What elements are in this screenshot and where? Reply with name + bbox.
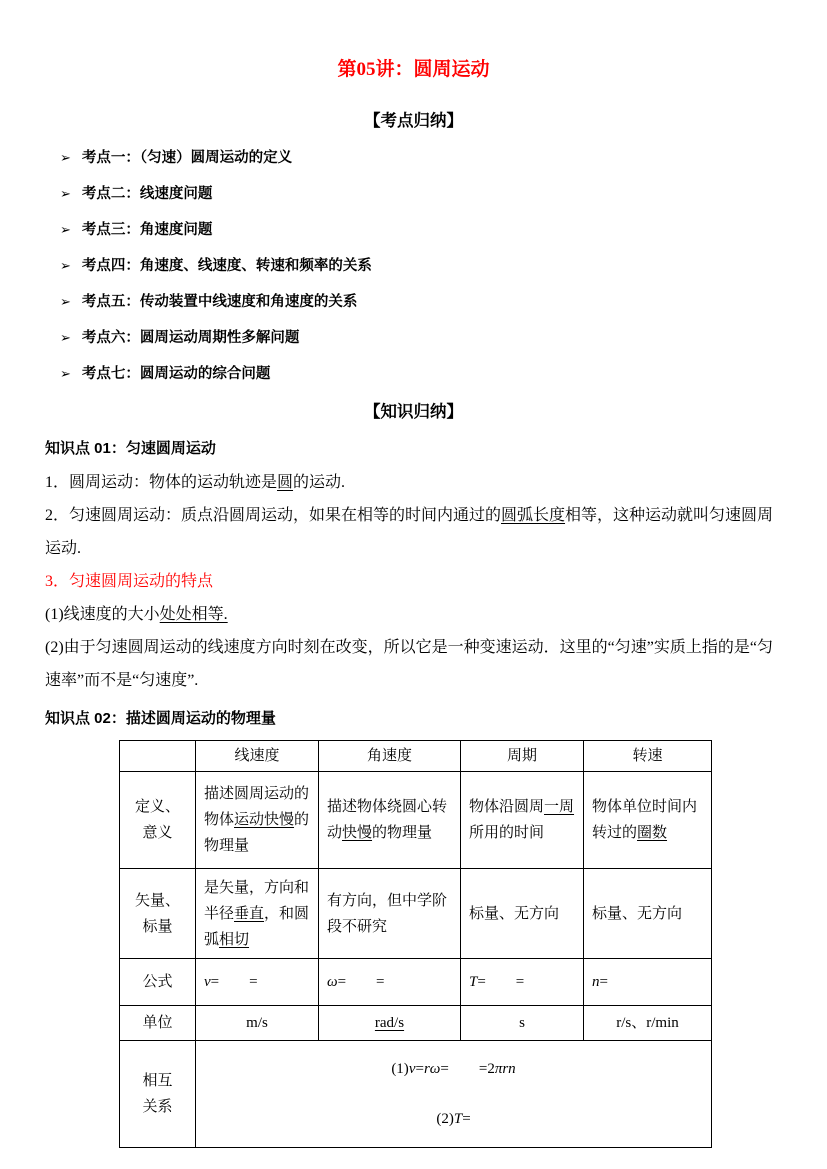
row-label-relations: 相互 关系	[120, 1041, 196, 1148]
exam-point-label: 考点一：（匀速）圆周运动的定义	[81, 150, 293, 166]
table-header-row	[120, 741, 712, 772]
table-row-formula	[120, 959, 712, 1006]
cell-definition-linear-velocity: 描述圆周运动的物体运动快慢的物理量	[196, 772, 319, 869]
exam-point-item-6	[60, 326, 782, 347]
paragraph-uniform-circular-motion-definition: 2．匀速圆周运动：质点沿圆周运动，如果在相等的时间内通过的圆弧长度相等，这种运动就叫匀速圆周运动.	[45, 507, 774, 557]
exam-point-label: 考点七：圆周运动的综合问题	[81, 366, 271, 382]
cell-definition-period: 物体沿圆周一周所用的时间	[461, 772, 584, 869]
col-header-linear-velocity: 线速度	[196, 741, 319, 772]
cell-formula-period: T= =	[461, 959, 584, 1006]
page-title: 第05讲：圆周运动	[337, 59, 490, 80]
relation-formula-2: (2)T=	[436, 1111, 471, 1127]
exam-point-label: 考点二：线速度问题	[81, 186, 213, 202]
row-label-definition: 定义、 意义	[120, 772, 196, 869]
cell-vector-angular-velocity: 有方向，但中学阶段不研究	[319, 869, 461, 959]
cell-definition-rotational-speed: 物体单位时间内转过的圈数	[584, 772, 712, 869]
col-header-rotational-speed: 转速	[584, 741, 712, 772]
exam-point-label: 考点四：角速度、线速度、转速和频率的关系	[81, 258, 372, 274]
cell-definition-angular-velocity: 描述物体绕圆心转动快慢的物理量	[319, 772, 461, 869]
table-row-definition	[120, 772, 712, 869]
cell-unit-rotational-speed: r/s、r/min	[584, 1006, 712, 1041]
knowledge-heading: 【知识归纳】	[364, 402, 463, 421]
arrow-bullet-icon: ➢	[60, 223, 71, 238]
exam-point-item-3	[60, 218, 782, 239]
relation-formula-1: (1)v=rω= =2πrn	[391, 1061, 516, 1077]
table-row-relations	[120, 1041, 712, 1148]
exam-point-label: 考点六：圆周运动周期性多解问题	[81, 330, 300, 346]
knowledge-point-01-title: 知识点 01：匀速圆周运动	[45, 440, 216, 457]
arrow-bullet-icon: ➢	[60, 187, 71, 202]
cell-vector-period: 标量、无方向	[461, 869, 584, 959]
paragraph-characteristics-heading: 3．匀速圆周运动的特点	[45, 573, 214, 590]
table-row-unit	[120, 1006, 712, 1041]
arrow-bullet-icon: ➢	[60, 367, 71, 382]
paragraph-characteristic-2: (2)由于匀速圆周运动的线速度方向时刻在改变，所以它是一种变速运动．这里的“匀速”实质上指的是“匀速率”而不是“匀速度”.	[45, 639, 773, 689]
corner-cell	[120, 741, 196, 772]
row-label-vector-scalar: 矢量、 标量	[120, 869, 196, 959]
knowledge-point-02-title: 知识点 02：描述圆周运动的物理量	[45, 710, 276, 727]
paragraph-characteristic-1: (1)线速度的大小处处相等.	[45, 606, 228, 623]
exam-point-item-7	[60, 362, 782, 383]
cell-formula-linear-velocity: v= =	[196, 959, 319, 1006]
exam-points-list	[45, 146, 782, 383]
exam-point-item-2	[60, 182, 782, 203]
exam-point-item-5	[60, 290, 782, 311]
cell-formula-angular-velocity: ω= =	[319, 959, 461, 1006]
row-label-unit: 单位	[120, 1006, 196, 1041]
col-header-period: 周期	[461, 741, 584, 772]
exam-point-label: 考点五：传动装置中线速度和角速度的关系	[81, 294, 358, 310]
arrow-bullet-icon: ➢	[60, 259, 71, 274]
col-header-angular-velocity: 角速度	[319, 741, 461, 772]
cell-unit-period: s	[461, 1006, 584, 1041]
arrow-bullet-icon: ➢	[60, 295, 71, 310]
cell-relations	[196, 1041, 712, 1148]
cell-vector-linear-velocity: 是矢量，方向和半径垂直，和圆弧相切	[196, 869, 319, 959]
cell-formula-rotational-speed: n=	[584, 959, 712, 1006]
exam-point-item-1	[60, 146, 782, 167]
cell-unit-angular-velocity: rad/s	[319, 1006, 461, 1041]
exam-point-item-4	[60, 254, 782, 275]
arrow-bullet-icon: ➢	[60, 331, 71, 346]
exam-point-label: 考点三：角速度问题	[81, 222, 213, 238]
exam-points-heading: 【考点归纳】	[364, 111, 463, 130]
physical-quantities-table	[119, 740, 712, 1148]
row-label-formula: 公式	[120, 959, 196, 1006]
cell-vector-rotational-speed: 标量、无方向	[584, 869, 712, 959]
cell-unit-linear-velocity: m/s	[196, 1006, 319, 1041]
arrow-bullet-icon: ➢	[60, 151, 71, 166]
paragraph-circular-motion-definition: 1．圆周运动：物体的运动轨迹是圆的运动.	[45, 474, 346, 491]
table-row-vector-scalar	[120, 869, 712, 959]
